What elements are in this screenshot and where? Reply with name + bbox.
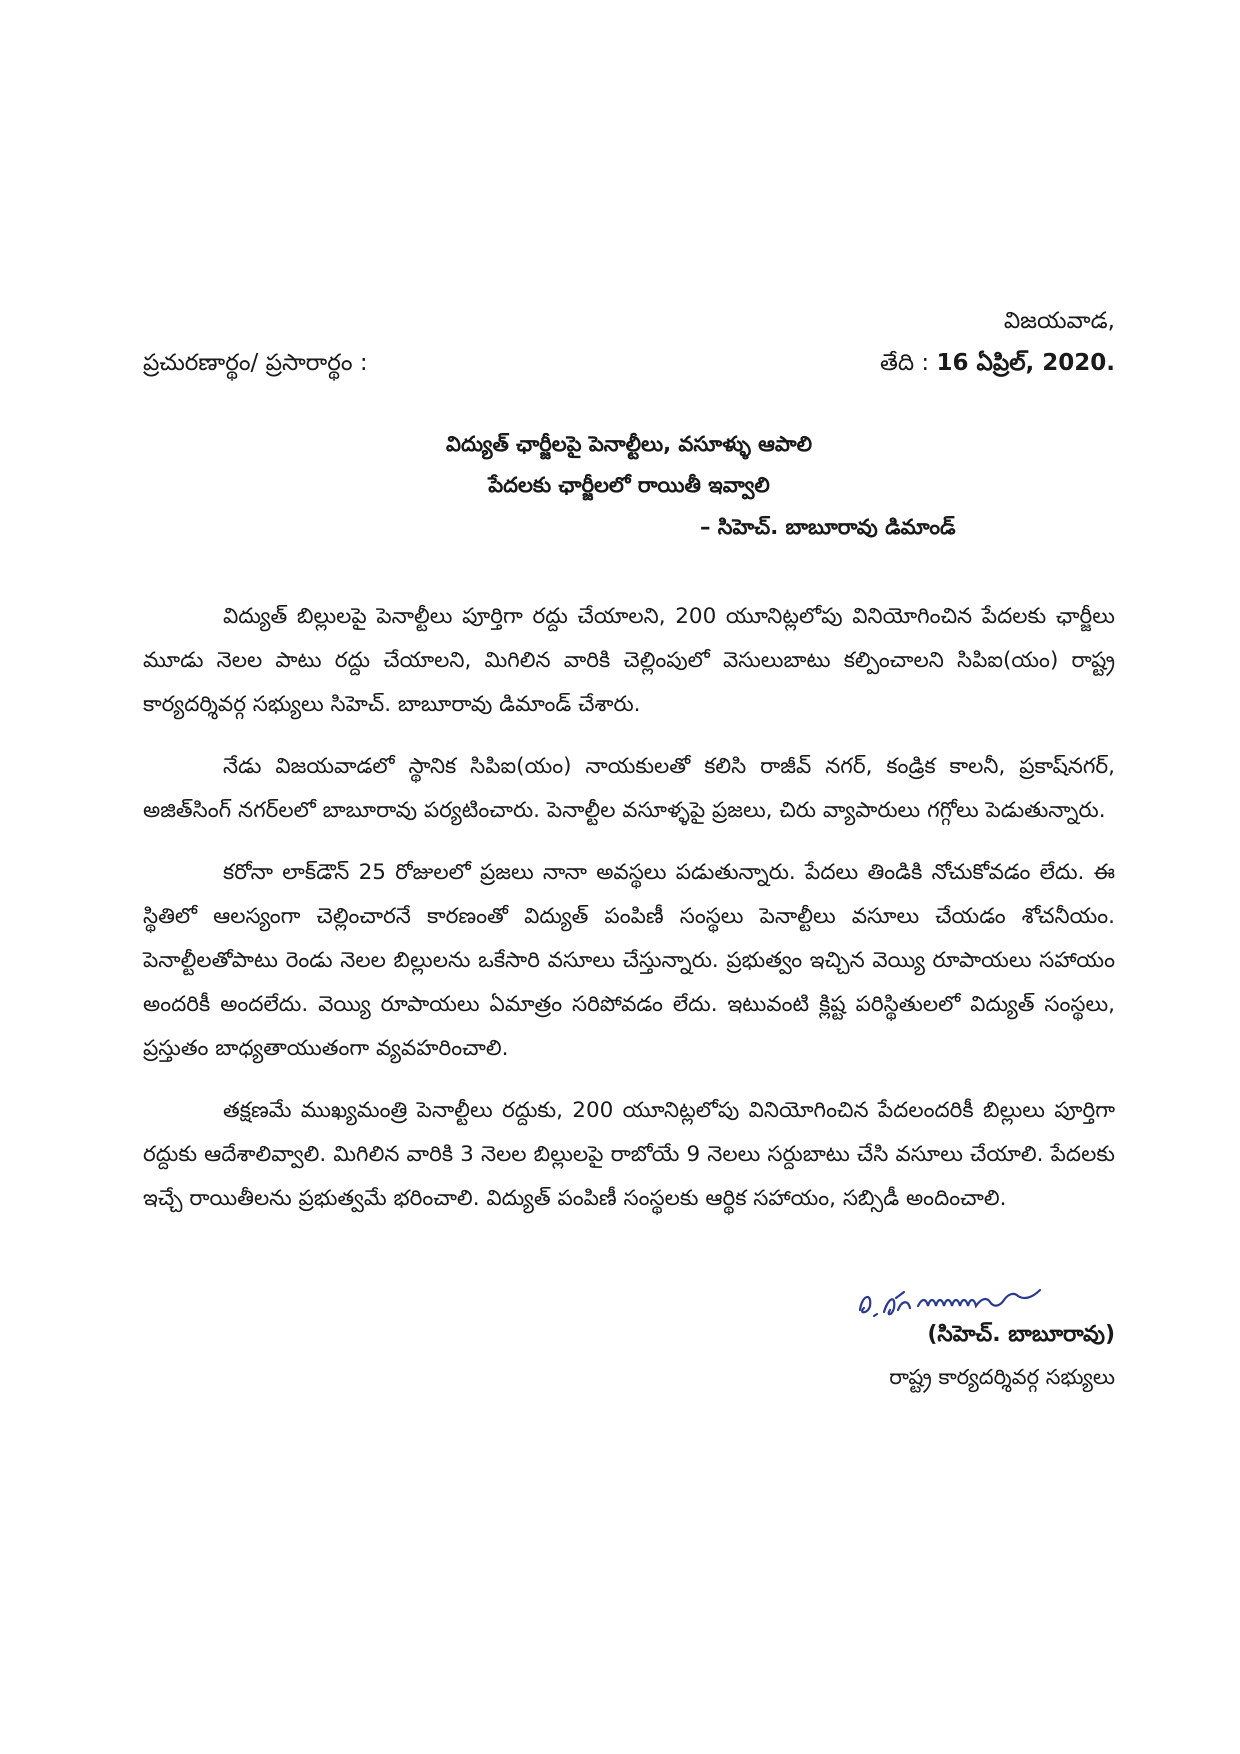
signatory-title: రాష్ట్ర కార్యదర్శివర్గ సభ్యులు (889, 1365, 1115, 1389)
date-prefix: తేది : (879, 350, 937, 376)
headline-line-2: పేదలకు ఛార్జీలలో రాయితీ ఇవ్వాలి (488, 473, 770, 497)
paragraph: నేడు విజయవాడలో స్థానిక సిపిఐ(యం) నాయకులతో కలిసి రాజీవ్ నగర్, కండ్రిక కాలనీ, ప్రకాష్‌నగర్, అజిత్‌సింగ్ నగర్‌లలో బాబూరావు పర్యటించారు. పెనాల్టీల వసూళ్ళపై ప్రజలు, చిరు వ్యాపారులు గగ్గోలు పెడుతున్నారు. (143, 754, 1115, 823)
place-name: విజయవాడ, (1003, 308, 1115, 334)
date-value: 16 ఏప్రిల్, 2020. (936, 350, 1115, 376)
paragraph: తక్షణమే ముఖ్యమంత్రి పెనాల్టీలు రద్దుకు, 200 యూనిట్లలోపు వినియోగించిన పేదలందరికీ బిల్లులు పూర్తిగా రద్దుకు ఆదేశాలివ్వాలి. మిగిలిన వారికి 3 నెలల బిల్లులపై రాబోయే 9 నెలలు సర్దుబాటు చేసి వసూలు చేయాలి. పేదలకు ఇచ్చే రాయితీలను ప్రభుత్వమే భరించాలి. విద్యుత్ పంపిణీ సంస్థలకు ఆర్థిక సహాయం, సబ్సిడీ అందించాలి. (143, 1098, 1115, 1211)
body-text (143, 595, 1115, 1239)
signatory-name: (సిహెచ్. బాబూరావు) (927, 1322, 1115, 1347)
release-label: ప్రచురణార్థం/ ప్రసారార్థం : (143, 350, 368, 376)
paragraph: కరోనా లాక్‌డౌన్ 25 రోజులలో ప్రజలు నానా అవస్థలు పడుతున్నారు. పేదలు తిండికి నోచుకోవడం లేదు. ఈ స్థితిలో ఆలస్యంగా చెల్లించారనే కారణంతో విద్యుత్ పంపిణీ సంస్థలు పెనాల్టీలు వసూలు చేయడం శోచనీయం. పెనాల్టీలతోపాటు రెండు నెలల బిల్లులను ఒకేసారి వసూలు చేస్తున్నారు. ప్రభుత్వం ఇచ్చిన వెయ్యి రూపాయలు సహాయం అందరికీ అందలేదు. వెయ్యి రూపాయలు ఏమాత్రం సరిపోవడం లేదు. ఇటువంటి క్లిష్ట పరిస్థితులలో విద్యుత్ సంస్థలు, ప్రస్తుతం బాధ్యతాయుతంగా వ్యవహరించాలి. (143, 860, 1115, 1061)
release-date (880, 350, 1115, 382)
headline-byline: – సిహెచ్. బాబూరావు డిమాండ్ (700, 515, 956, 539)
paragraph: విద్యుత్ బిల్లులపై పెనాల్టీలు పూర్తిగా రద్దు చేయాలని, 200 యూనిట్లలోపు వినియోగించిన పేదలకు ఛార్జీలు మూడు నెలల పాటు రద్దు చేయాలని, మిగిలిన వారికి చెల్లింపులో వెసులుబాటు కల్పించాలని సిపిఐ(యం) రాష్ట్ర కార్యదర్శివర్గ సభ్యులు సిహెచ్. బాబూరావు డిమాండ్ చేశారు. (143, 604, 1115, 717)
headline-line-1: విద్యుత్ ఛార్జీలపై పెనాల్టీలు, వసూళ్ళు ఆపాలి (446, 432, 812, 456)
